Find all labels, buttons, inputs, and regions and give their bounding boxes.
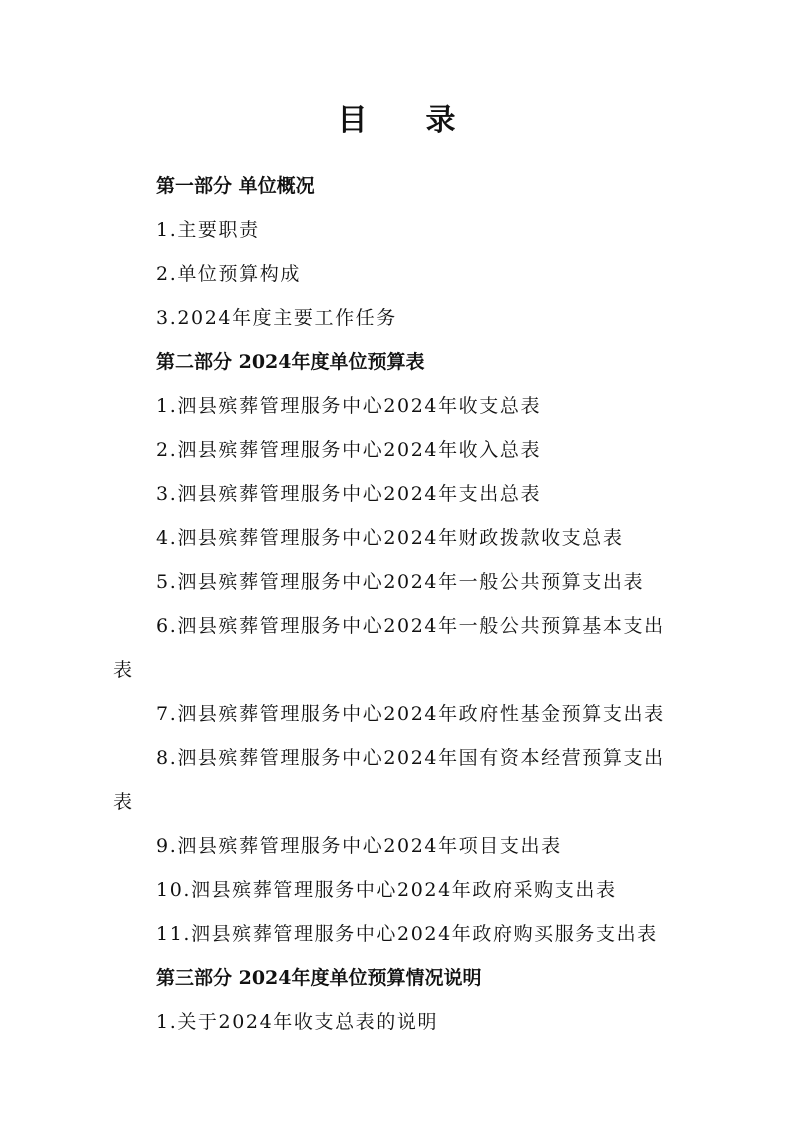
toc-item[interactable]: 1.关于2024年收支总表的说明: [156, 1011, 439, 1033]
toc-part3-heading[interactable]: 第三部分 2024年度单位预算情况说明: [156, 967, 482, 989]
toc-item[interactable]: 4.泗县殡葬管理服务中心2024年财政拨款收支总表: [156, 527, 624, 549]
toc-item[interactable]: 11.泗县殡葬管理服务中心2024年政府购买服务支出表: [156, 923, 658, 945]
toc-item[interactable]: 3.2024年度主要工作任务: [156, 307, 397, 329]
toc-part1-heading[interactable]: 第一部分 单位概况: [156, 175, 315, 197]
toc-item[interactable]: 10.泗县殡葬管理服务中心2024年政府采购支出表: [156, 879, 617, 901]
toc-item[interactable]: 3.泗县殡葬管理服务中心2024年支出总表: [156, 483, 542, 505]
toc-item[interactable]: 2.泗县殡葬管理服务中心2024年收入总表: [156, 439, 542, 461]
toc-item-continuation[interactable]: 表: [113, 659, 134, 681]
toc-item[interactable]: 7.泗县殡葬管理服务中心2024年政府性基金预算支出表: [156, 703, 665, 725]
page-title: [0, 99, 793, 143]
title-char-2: 录: [425, 103, 456, 138]
toc-item-continuation[interactable]: 表: [113, 791, 134, 813]
toc-part2-heading[interactable]: 第二部分 2024年度单位预算表: [156, 351, 425, 373]
title-char-1: 目: [337, 103, 368, 138]
toc-item[interactable]: 1.泗县殡葬管理服务中心2024年收支总表: [156, 395, 542, 417]
toc-item[interactable]: 6.泗县殡葬管理服务中心2024年一般公共预算基本支出: [156, 615, 665, 637]
toc-item[interactable]: 2.单位预算构成: [156, 263, 301, 285]
table-of-contents: [113, 164, 673, 1044]
toc-item[interactable]: 5.泗县殡葬管理服务中心2024年一般公共预算支出表: [156, 571, 645, 593]
toc-item[interactable]: 1.主要职责: [156, 219, 260, 241]
toc-item[interactable]: 9.泗县殡葬管理服务中心2024年项目支出表: [156, 835, 562, 857]
toc-item[interactable]: 8.泗县殡葬管理服务中心2024年国有资本经营预算支出: [156, 747, 665, 769]
